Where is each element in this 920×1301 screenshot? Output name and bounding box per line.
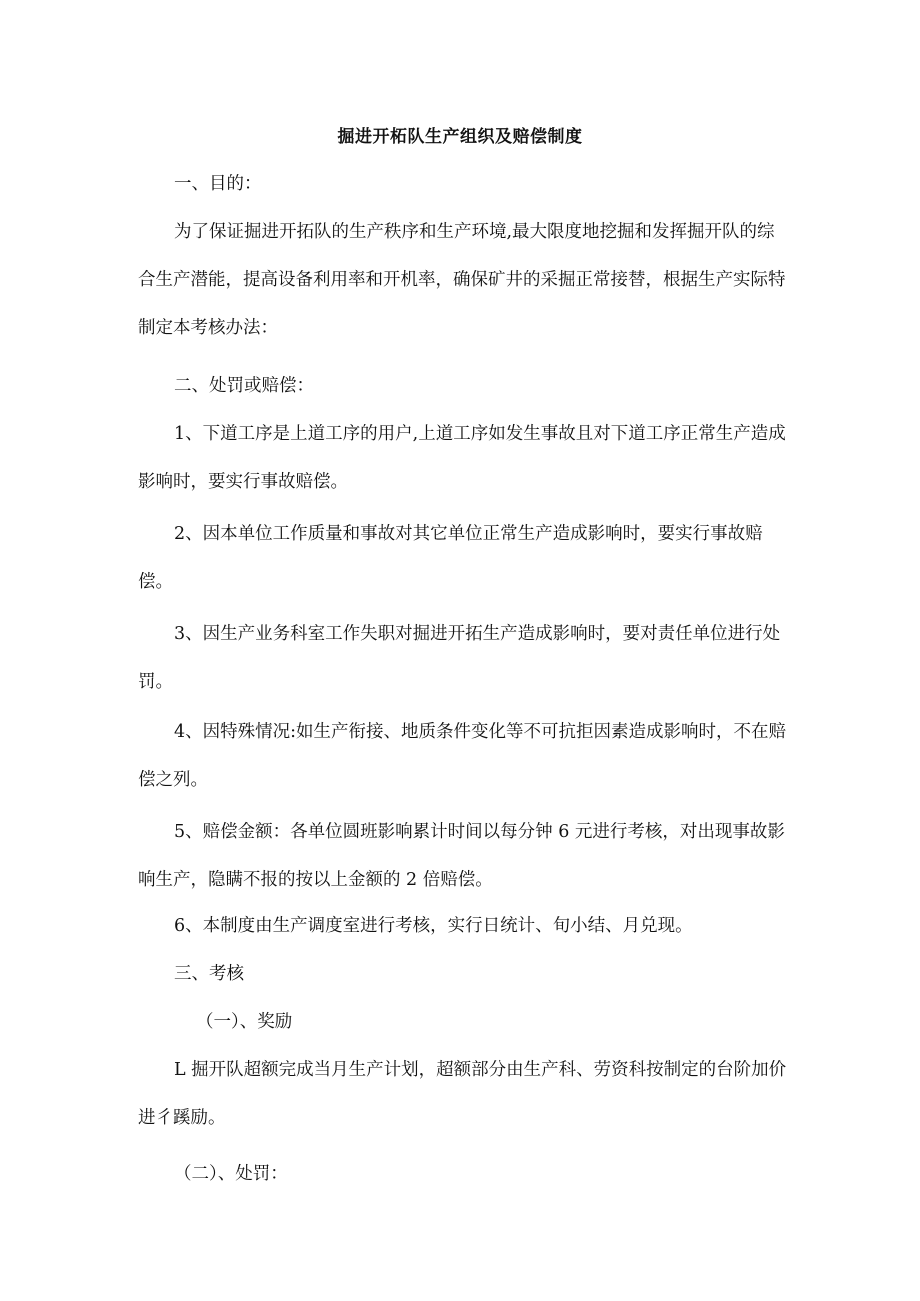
document-title: 掘进开柘队生产组织及赔偿制度: [337, 127, 583, 147]
clause-4: 4、因特殊情况:如生产衔接、地质条件变化等不可抗拒因素造成影响时，不在赔偿之列。: [138, 722, 787, 790]
section-2-heading: 二、处罚或赔偿：: [174, 376, 314, 396]
section-1-heading: 一、目的：: [174, 174, 262, 194]
subsection-reward-body: L 掘开队超额完成当月生产计划，超额部分由生产科、劳资科按制定的台阶加价进彳蹊励。: [138, 1060, 787, 1128]
clause-3: 3、因生产业务科室工作失职对掘进开拓生产造成影响时，要对责任单位进行处罚。: [138, 624, 781, 692]
section-3-heading: 三、考核: [174, 964, 244, 984]
clause-5: 5、赔偿金额：各单位圆班影响累计时间以每分钟 6 元进行考核，对出现事故影响生产，隐瞒不报的按以上金额的 2 倍赔偿。: [138, 822, 785, 890]
subsection-penalty-heading: （二）、处罚：: [174, 1164, 288, 1184]
clause-1: 1、下道工序是上道工序的用户,上道工序如发生事故且对下道工序正常生产造成影响时，要实行事故赔偿。: [138, 424, 786, 492]
subsection-reward-heading: （一）、奖励: [196, 1012, 293, 1032]
clause-6: 6、本制度由生产调度室进行考核，实行日统计、旬小结、月兑现。: [174, 916, 693, 936]
section-1-body: 为了保证掘进开拓队的生产秩序和生产环境,最大限度地挖掘和发挥掘开队的综合生产潜能，提高设备利用率和开机率，确保矿井的采掘正常接替，根据生产实际特制定本考核办法：: [138, 222, 786, 338]
clause-2: 2、因本单位工作质量和事故对其它单位正常生产造成影响时，要实行事故赔偿。: [138, 524, 763, 592]
